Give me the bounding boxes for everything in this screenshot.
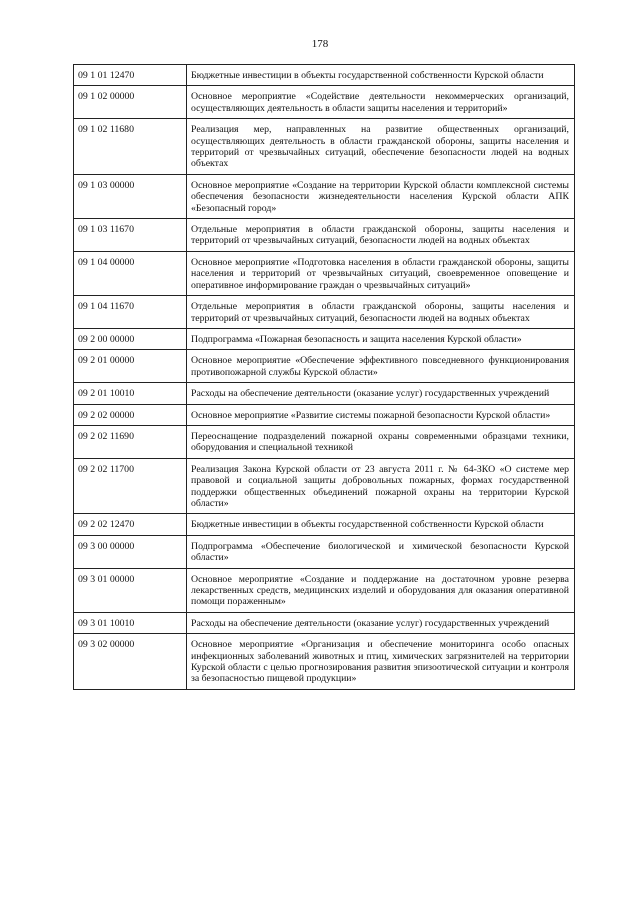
classification-description: Основное мероприятие «Организация и обеспечение мониторинга особо опасных инфекционных заболеваний животных и птиц, химических загрязнителей на территории Курской области с целью прогнозирования развития эпизоотической ситуации и контроля за безопасностью пищевой продукции» [187,634,575,690]
classification-description: Реализация мер, направленных на развитие общественных организаций, осуществляющих деятельность в области гражданской обороны, защиты населения и территорий от чрезвычайных ситуаций, обеспечение безопасности людей на водных объектах [187,119,575,175]
classification-code: 09 3 01 10010 [74,612,187,633]
classification-code: 09 3 00 00000 [74,535,187,568]
classification-code: 09 2 02 11700 [74,458,187,514]
page-number: 178 [311,38,329,50]
table-body [74,65,575,690]
classification-description: Расходы на обеспечение деятельности (оказание услуг) государственных учреждений [187,612,575,633]
classification-description: Основное мероприятие «Создание на территории Курской области комплексной системы обеспечения безопасности жизнедеятельности населения Курской области АПК «Безопасный город» [187,174,575,218]
table-row [74,174,575,218]
table-row [74,251,575,295]
classification-code: 09 3 01 00000 [74,568,187,612]
classification-description: Расходы на обеспечение деятельности (оказание услуг) государственных учреждений [187,383,575,404]
classification-description: Основное мероприятие «Содействие деятельности некоммерческих организаций, осуществляющих деятельность в области защиты населения и территорий» [187,86,575,119]
table-row [74,612,575,633]
classification-description: Отдельные мероприятия в области гражданской обороны, защиты населения и территорий от чрезвычайных ситуаций, безопасности людей на водных объектах [187,219,575,252]
table-row [74,328,575,349]
classification-code: 09 2 01 10010 [74,383,187,404]
classification-description: Подпрограмма «Пожарная безопасность и защита населения Курской области» [187,328,575,349]
classification-description: Основное мероприятие «Создание и поддержание на достаточном уровне резерва лекарственных средств, медицинских изделий и оборудования для оказания оперативной помощи пораженным» [187,568,575,612]
classification-code: 09 1 03 00000 [74,174,187,218]
classification-description: Основное мероприятие «Развитие системы пожарной безопасности Курской области» [187,404,575,425]
classification-description: Подпрограмма «Обеспечение биологической и химической безопасности Курской области» [187,535,575,568]
table-row [74,458,575,514]
table-row [74,383,575,404]
table-row [74,404,575,425]
classification-code: 09 2 02 00000 [74,404,187,425]
classification-description: Отдельные мероприятия в области гражданской обороны, защиты населения и территорий от чрезвычайных ситуаций, безопасности людей на водных объектах [187,296,575,329]
classification-description: Переоснащение подразделений пожарной охраны современными образцами техники, оборудования и специальной техникой [187,425,575,458]
classification-code: 09 3 02 00000 [74,634,187,690]
classification-description: Реализация Закона Курской области от 23 августа 2011 г. № 64-ЗКО «О системе мер правовой и социальной защиты добровольных пожарных, формах государственной поддержки общественных объединений пожарной охраны на территории Курской области» [187,458,575,514]
table-row [74,425,575,458]
table-row [74,350,575,383]
table-row [74,296,575,329]
table-row [74,219,575,252]
classification-code: 09 2 02 11690 [74,425,187,458]
table-row [74,514,575,535]
classification-code: 09 1 03 11670 [74,219,187,252]
table-row [74,568,575,612]
classification-description: Основное мероприятие «Подготовка населения в области гражданской обороны, защиты населения и территорий от чрезвычайных ситуаций, своевременное оповещение и оперативное информирование граждан о чрезвычайных ситуаций» [187,251,575,295]
classification-description: Бюджетные инвестиции в объекты государственной собственности Курской области [187,65,575,86]
classification-code: 09 2 02 12470 [74,514,187,535]
table-row [74,86,575,119]
classification-description: Основное мероприятие «Обеспечение эффективного повседневного функционирования противопожарной службы Курской области» [187,350,575,383]
table-row [74,535,575,568]
table-row [74,634,575,690]
classification-code: 09 2 00 00000 [74,328,187,349]
table-row [74,65,575,86]
classification-code: 09 2 01 00000 [74,350,187,383]
budget-classification-table [73,64,575,690]
classification-code: 09 1 02 11680 [74,119,187,175]
table-row [74,119,575,175]
classification-description: Бюджетные инвестиции в объекты государственной собственности Курской области [187,514,575,535]
classification-code: 09 1 02 00000 [74,86,187,119]
classification-code: 09 1 04 00000 [74,251,187,295]
classification-code: 09 1 01 12470 [74,65,187,86]
classification-code: 09 1 04 11670 [74,296,187,329]
